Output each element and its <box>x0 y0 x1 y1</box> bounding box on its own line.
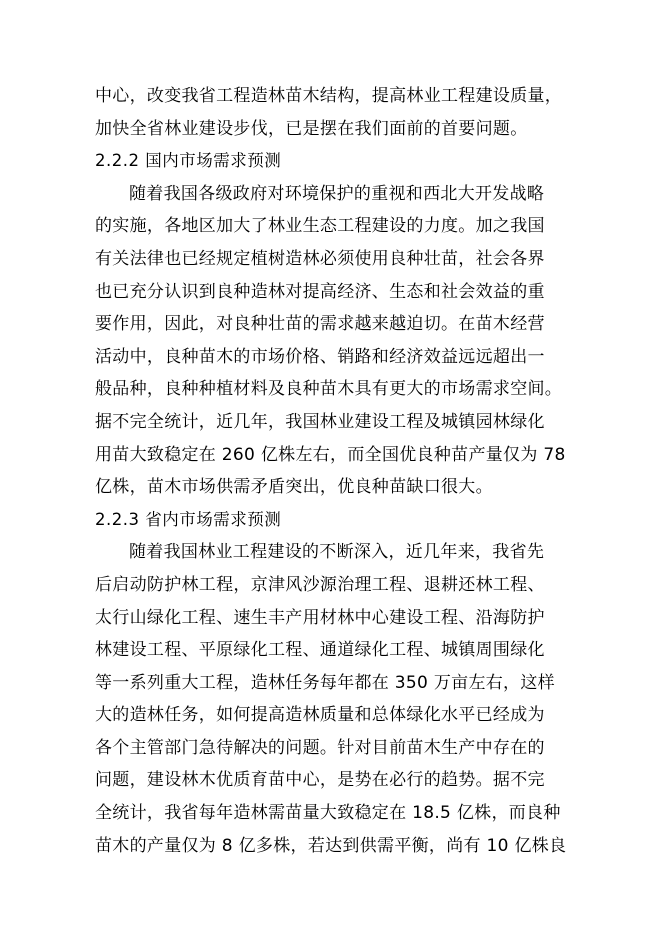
text-line: 的实施，各地区加大了林业生态工程建设的力度。加之我国 <box>95 216 545 237</box>
text-line: 亿株，苗木市场供需矛盾突出，优良种苗缺口很大。 <box>95 477 493 498</box>
text-line: 各个主管部门急待解决的问题。针对目前苗木生产中存在的 <box>95 737 545 758</box>
text-line: 后启动防护林工程，京津风沙源治理工程、退耕还林工程、 <box>95 574 545 595</box>
text-line: 大的造林任务，如何提高造林质量和总体绿化水平已经成为 <box>95 705 545 726</box>
text-line: 也已充分认识到良种造林对提高经济、生态和社会效益的重 <box>95 281 545 302</box>
text-line: 活动中，良种苗木的市场价格、销路和经济效益远远超出一 <box>95 346 545 367</box>
section-heading-2-2-3: 2.2.3 省内市场需求预测 <box>95 509 282 529</box>
section-heading-2-2-2: 2.2.2 国内市场需求预测 <box>95 151 282 171</box>
text-line: 太行山绿化工程、速生丰产用材林中心建设工程、沿海防护 <box>95 607 545 628</box>
text-line: 问题，建设林木优质育苗中心，是势在必行的趋势。据不完 <box>95 770 545 791</box>
text-line: 中心，改变我省工程造林苗木结构，提高林业工程建设质量， <box>95 86 563 106</box>
text-line: 般品种，良种种植材料及良种苗木具有更大的市场需求空间。 <box>95 379 563 400</box>
text-line: 全统计，我省每年造林需苗量大致稳定在 18.5 亿株，而良种 <box>95 803 561 824</box>
text-line: 有关法律也已经规定植树造林必须使用良种壮苗，社会各界 <box>95 248 545 269</box>
document-page <box>95 80 575 862</box>
text-line: 等一系列重大工程，造林任务每年都在 350 万亩左右，这样 <box>95 672 555 693</box>
paragraph-first-line: 随着我国林业工程建设的不断深入，近几年来，我省先 <box>129 542 545 563</box>
text-line: 林建设工程、平原绿化工程、通道绿化工程、城镇周围绿化 <box>95 640 545 661</box>
paragraph-first-line: 随着我国各级政府对环境保护的重视和西北大开发战略 <box>129 183 545 204</box>
text-line: 加快全省林业建设步伐，已是摆在我们面前的首要问题。 <box>95 118 528 139</box>
text-line: 要作用，因此，对良种壮苗的需求越来越迫切。在苗木经营 <box>95 314 545 335</box>
text-line: 用苗大致稳定在 260 亿株左右，而全国优良种苗产量仅为 78 <box>95 444 566 465</box>
text-line: 据不完全统计，近几年，我国林业建设工程及城镇园林绿化 <box>95 411 545 432</box>
text-line: 苗木的产量仅为 8 亿多株，若达到供需平衡，尚有 10 亿株良 <box>95 835 567 856</box>
